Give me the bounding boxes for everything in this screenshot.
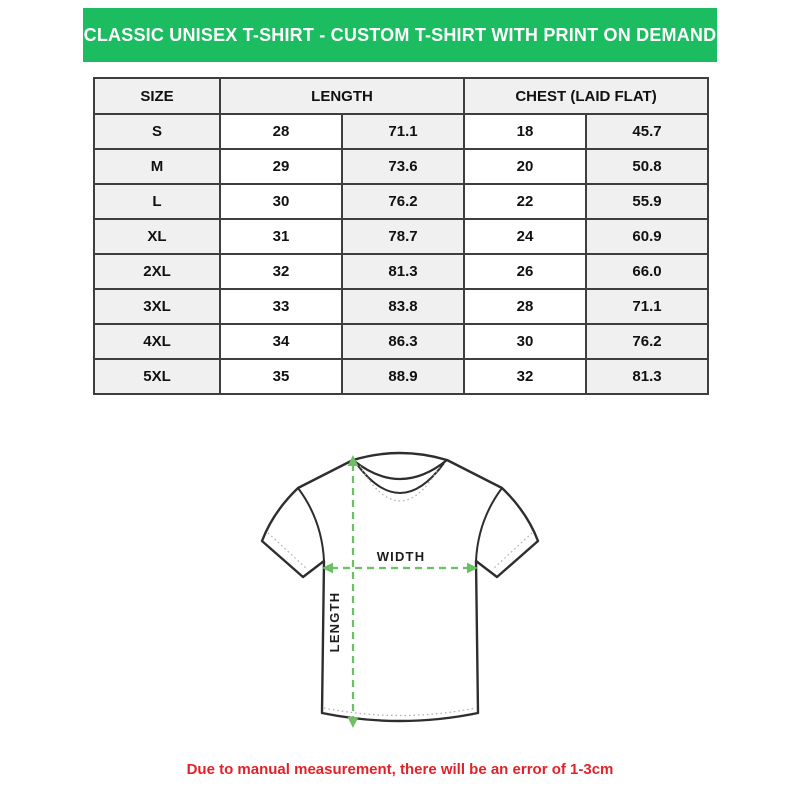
length-in-cell: 32	[220, 254, 342, 289]
banner	[83, 8, 717, 62]
size-cell: 5XL	[94, 359, 220, 394]
table-row	[94, 254, 708, 289]
table-row	[94, 359, 708, 394]
size-cell: 2XL	[94, 254, 220, 289]
column-header-length: LENGTH	[220, 78, 464, 114]
size-cell: XL	[94, 219, 220, 254]
length-cm-cell: 76.2	[342, 184, 464, 219]
length-label: LENGTH	[327, 591, 342, 653]
chest-in-cell: 32	[464, 359, 586, 394]
chest-in-cell: 24	[464, 219, 586, 254]
column-header-chest: CHEST (LAID FLAT)	[464, 78, 708, 114]
table-row	[94, 219, 708, 254]
chest-in-cell: 18	[464, 114, 586, 149]
table-row	[94, 149, 708, 184]
length-in-cell: 28	[220, 114, 342, 149]
measurement-note: Due to manual measurement, there will be an error of 1-3cm	[186, 761, 614, 778]
table-row	[94, 289, 708, 324]
size-cell: M	[94, 149, 220, 184]
length-cm-cell: 81.3	[342, 254, 464, 289]
table-row	[94, 114, 708, 149]
length-in-cell: 31	[220, 219, 342, 254]
table-row	[94, 184, 708, 219]
size-cell: 3XL	[94, 289, 220, 324]
chest-cm-cell: 66.0	[586, 254, 708, 289]
width-label: WIDTH	[376, 549, 426, 564]
chest-in-cell: 20	[464, 149, 586, 184]
length-arrowhead-bottom	[348, 717, 359, 728]
size-cell: 4XL	[94, 324, 220, 359]
chest-cm-cell: 81.3	[586, 359, 708, 394]
length-in-cell: 34	[220, 324, 342, 359]
size-cell: L	[94, 184, 220, 219]
length-cm-cell: 78.7	[342, 219, 464, 254]
chest-in-cell: 30	[464, 324, 586, 359]
length-cm-cell: 71.1	[342, 114, 464, 149]
chest-cm-cell: 60.9	[586, 219, 708, 254]
length-cm-cell: 86.3	[342, 324, 464, 359]
chest-cm-cell: 45.7	[586, 114, 708, 149]
length-cm-cell: 83.8	[342, 289, 464, 324]
size-chart-table	[93, 77, 709, 395]
chest-in-cell: 28	[464, 289, 586, 324]
chest-cm-cell: 50.8	[586, 149, 708, 184]
length-cm-cell: 88.9	[342, 359, 464, 394]
length-in-cell: 29	[220, 149, 342, 184]
chest-cm-cell: 71.1	[586, 289, 708, 324]
length-cm-cell: 73.6	[342, 149, 464, 184]
tshirt-diagram	[240, 432, 560, 752]
chest-cm-cell: 55.9	[586, 184, 708, 219]
size-cell: S	[94, 114, 220, 149]
page-title: CLASSIC UNISEX T-SHIRT - CUSTOM T-SHIRT WITH PRINT ON DEMAND	[83, 24, 717, 45]
column-header-size: SIZE	[94, 78, 220, 114]
chest-cm-cell: 76.2	[586, 324, 708, 359]
length-in-cell: 35	[220, 359, 342, 394]
table-header-row	[94, 78, 708, 114]
chest-in-cell: 22	[464, 184, 586, 219]
chest-in-cell: 26	[464, 254, 586, 289]
length-in-cell: 33	[220, 289, 342, 324]
table-row	[94, 324, 708, 359]
length-in-cell: 30	[220, 184, 342, 219]
